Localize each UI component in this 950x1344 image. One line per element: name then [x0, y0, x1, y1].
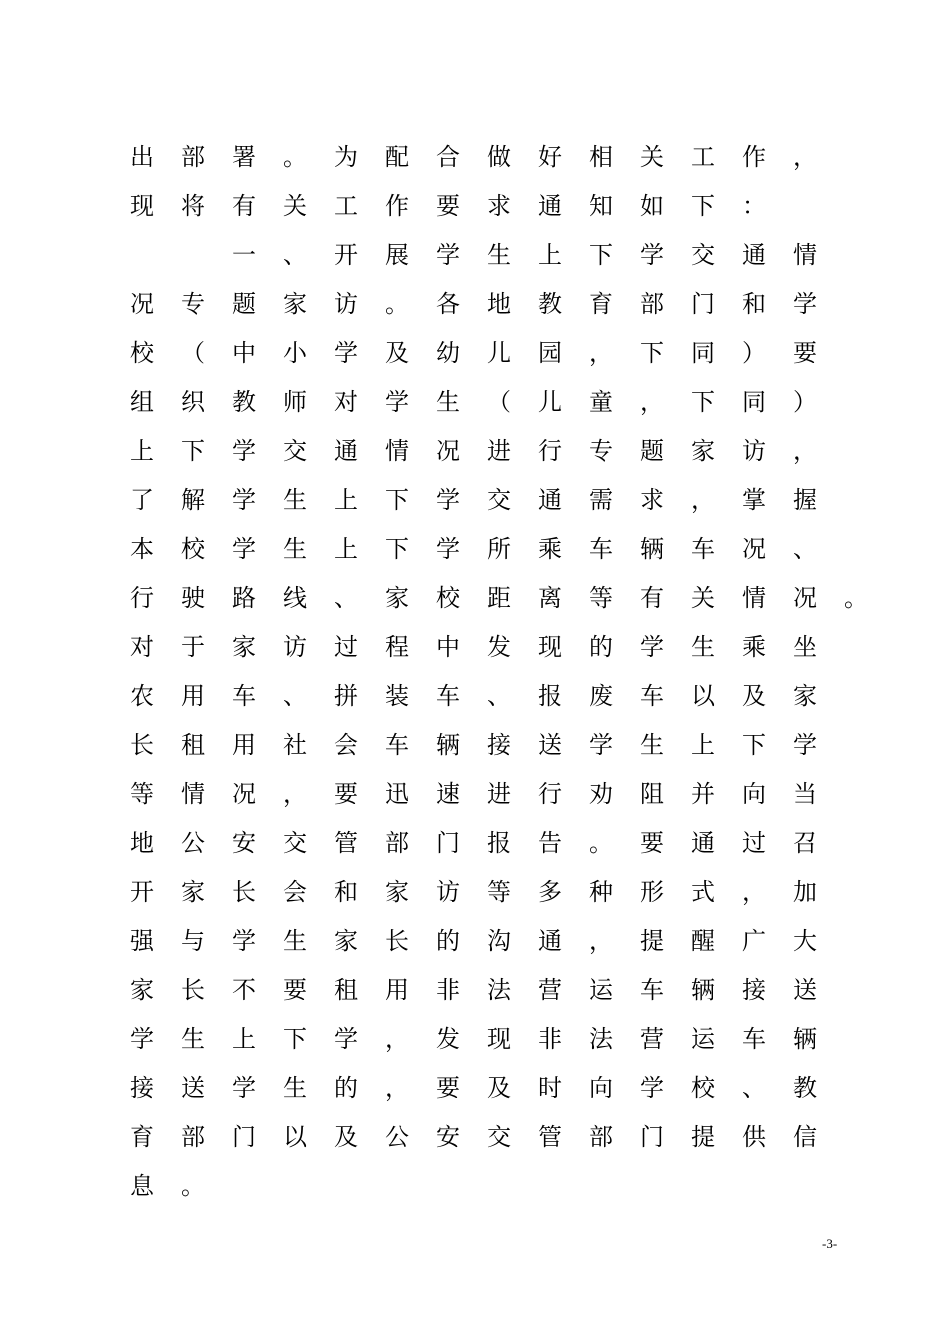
text-line: 上下学交通情况进行专题家访，	[130, 437, 844, 465]
text-line: 学生上下学，发现非法营运车辆	[130, 1025, 844, 1053]
text-line: 对于家访过程中发现的学生乘坐	[130, 633, 844, 661]
page-number: -3-	[822, 1236, 838, 1251]
text-line: 况专题家访。各地教育部门和学	[130, 290, 844, 318]
text-line: 长租用社会车辆接送学生上下学	[130, 731, 844, 759]
text-line: 了解学生上下学交通需求，掌握	[130, 486, 844, 514]
text-line: 农用车、拼装车、报废车以及家	[130, 682, 844, 710]
body-text	[0, 133, 950, 1211]
text-line: 息。	[130, 1172, 232, 1200]
text-line: 强与学生家长的沟通，提醒广大	[130, 927, 844, 955]
text-line: 接送学生的，要及时向学校、教	[130, 1074, 844, 1102]
text-line: 出部署。为配合做好相关工作，	[130, 143, 844, 171]
text-line: 行驶路线、家校距离等有关情况。	[130, 584, 895, 612]
text-line: 等情况，要迅速进行劝阻并向当	[130, 780, 844, 808]
text-line: 育部门以及公安交管部门提供信	[130, 1123, 844, 1151]
paragraph-heading-line: 一、开展学生上下学交通情	[232, 241, 844, 269]
text-line: 地公安交管部门报告。要通过召	[130, 829, 844, 857]
text-line: 开家长会和家访等多种形式，加	[130, 878, 844, 906]
text-line: 校（中小学及幼儿园，下同）要	[130, 339, 844, 367]
text-line: 现将有关工作要求通知如下：	[130, 192, 793, 220]
text-line: 家长不要租用非法营运车辆接送	[130, 976, 844, 1004]
text-line: 组织教师对学生（儿童，下同）	[130, 388, 844, 416]
text-line: 本校学生上下学所乘车辆车况、	[130, 535, 844, 563]
